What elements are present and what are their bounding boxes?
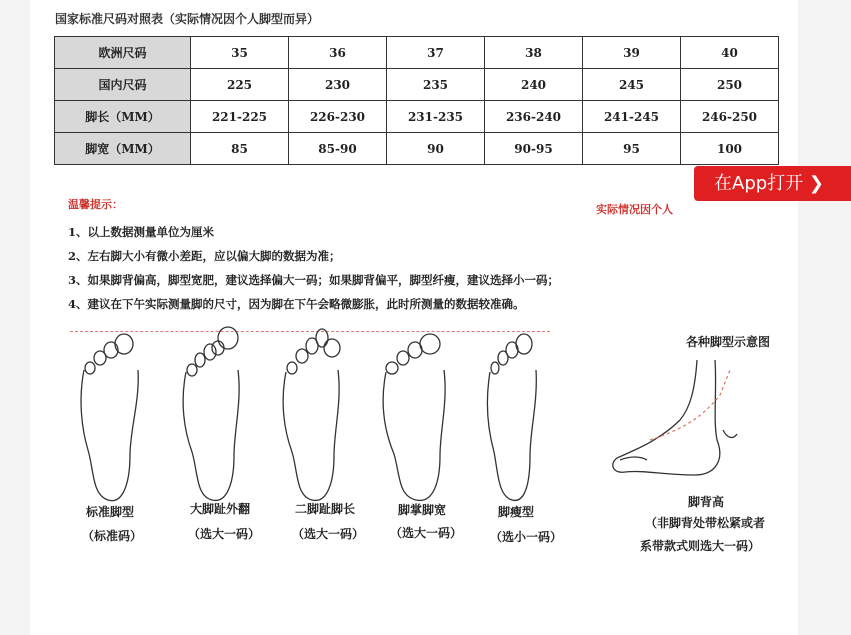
table-cell: 225: [191, 69, 289, 101]
table-cell: 236-240: [485, 101, 583, 133]
tips-red-note: 实际情况因个人: [596, 203, 673, 216]
foot-side-view-icon: [613, 360, 737, 475]
foot-wide-icon: [383, 334, 445, 500]
foot-label: 脚瘦型: [498, 505, 535, 519]
table-title: 国家标准尺码对照表（实际情况因个人脚型而异）: [55, 12, 320, 26]
instep-note: （非脚背处带松紧或者: [645, 516, 766, 530]
page-margin: [798, 0, 851, 635]
row-label: 国内尺码: [55, 69, 191, 101]
table-cell: 241-245: [583, 101, 681, 133]
table-cell: 39: [583, 37, 681, 69]
table-cell: 226-230: [289, 101, 387, 133]
foot-long-second-toe-icon: [283, 329, 340, 500]
table-cell: 240: [485, 69, 583, 101]
foot-advice: （选大一码）: [292, 527, 365, 541]
table-cell: 221-225: [191, 101, 289, 133]
table-cell: 85-90: [289, 133, 387, 165]
table-cell: 250: [681, 69, 779, 101]
tip-item: 1、以上数据测量单位为厘米: [68, 225, 215, 239]
diagram-title: 各种脚型示意图: [686, 335, 771, 349]
table-cell: 245: [583, 69, 681, 101]
tips-title: 温馨提示：: [68, 198, 123, 211]
table-cell: 235: [387, 69, 485, 101]
foot-slim-icon: [487, 334, 536, 500]
row-label: 脚宽（MM）: [55, 133, 191, 165]
table-cell: 36: [289, 37, 387, 69]
tip-item: 3、如果脚背偏高，脚型宽肥，建议选择偏大一码；如果脚背偏平，脚型纤瘦，建议选择小一码；: [68, 273, 559, 287]
table-cell: 85: [191, 133, 289, 165]
table-cell: 90: [387, 133, 485, 165]
foot-advice: （标准码）: [82, 529, 143, 543]
foot-advice: （选小一码）: [490, 530, 563, 544]
table-cell: 90-95: [485, 133, 583, 165]
instep-height-line: [650, 370, 730, 440]
table-cell: 230: [289, 69, 387, 101]
foot-standard-icon: [81, 334, 138, 501]
instep-note: 系带款式则选大一码）: [640, 539, 761, 553]
table-cell: 246-250: [681, 101, 779, 133]
row-label: 脚长（MM）: [55, 101, 191, 133]
table-cell: 95: [583, 133, 681, 165]
table-cell: 231-235: [387, 101, 485, 133]
instep-label: 脚背高: [688, 495, 725, 509]
foot-label: 标准脚型: [86, 505, 135, 519]
foot-advice: （选大一码）: [188, 527, 261, 541]
foot-label: 脚掌脚宽: [398, 503, 447, 517]
foot-advice: （选大一码）: [390, 526, 463, 540]
table-cell: 37: [387, 37, 485, 69]
tip-item: 4、建议在下午实际测量脚的尺寸，因为脚在下午会略微膨胀，此时所测量的数据较准确。: [68, 297, 525, 311]
table-cell: 40: [681, 37, 779, 69]
row-label: 欧洲尺码: [55, 37, 191, 69]
open-in-app-button[interactable]: 在App打开 ❯: [694, 166, 851, 201]
foot-bunion-icon: [183, 327, 239, 500]
size-chart-image: [30, 0, 798, 635]
table-cell: 38: [485, 37, 583, 69]
table-cell: 35: [191, 37, 289, 69]
foot-label: 大脚趾外翻: [190, 502, 251, 516]
foot-label: 二脚趾脚长: [295, 502, 356, 516]
tip-item: 2、左右脚大小有微小差距，应以偏大脚的数据为准；: [68, 249, 341, 263]
table-cell: 100: [681, 133, 779, 165]
